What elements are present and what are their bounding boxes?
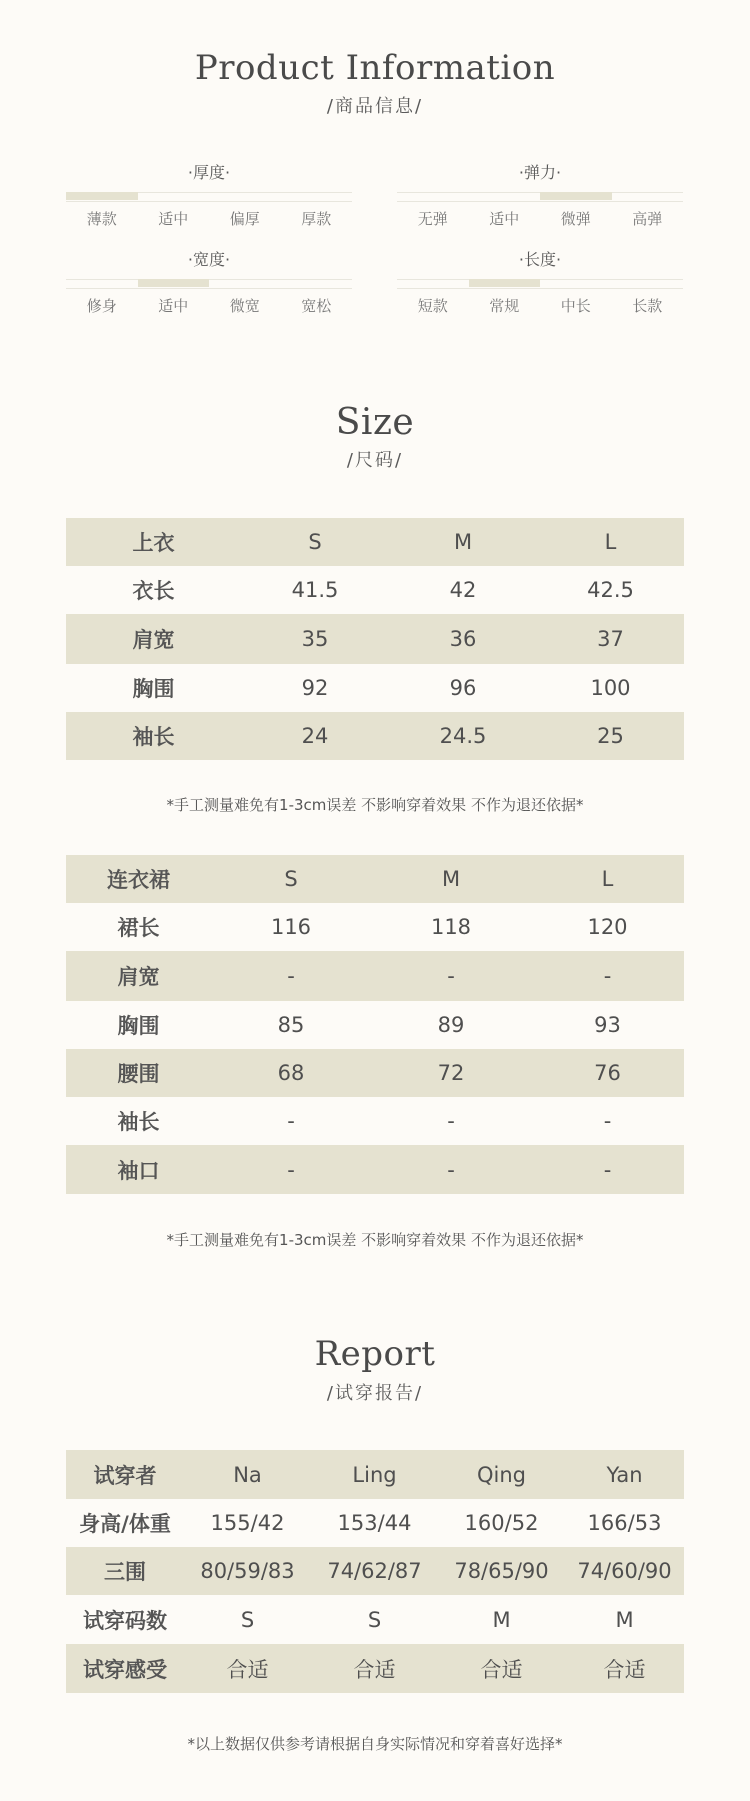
attribute-option: 偏厚: [229, 210, 260, 228]
attribute-option: 微宽: [229, 297, 260, 315]
attribute-option: 适中: [158, 297, 189, 315]
table-row-header: 裙长: [117, 916, 160, 940]
table-row: [66, 664, 684, 712]
table-header-cell: Na: [184, 1450, 311, 1499]
table-cell: -: [531, 951, 684, 1001]
attribute-elasticity: [397, 162, 683, 229]
table-cell: 41.5: [291, 578, 339, 602]
attribute-length: [397, 249, 683, 316]
table-cell: M: [492, 1607, 511, 1632]
attribute-selected-fill: [138, 279, 210, 287]
attribute-selected-fill: [66, 192, 138, 200]
product-info-title: Product Information: [194, 48, 556, 88]
table-header-cell: S: [241, 518, 389, 566]
measurement-note: *手工测量难免有1-3cm误差 不影响穿着效果 不作为退还依据*: [166, 1231, 584, 1249]
attribute-selected-fill: [540, 192, 612, 200]
attribute-scale-bar: [66, 279, 352, 289]
table-cell: S: [240, 1607, 255, 1632]
table-header-cell: Yan: [565, 1450, 684, 1499]
table-cell: 35: [241, 614, 389, 664]
attribute-option: 适中: [489, 210, 520, 228]
product-info-subtitle: /商品信息/: [326, 96, 424, 117]
attribute-scale-bar: [397, 192, 683, 202]
table-cell: 160/52: [464, 1511, 539, 1535]
attribute-option: 修身: [86, 297, 117, 315]
table-header-cell: S: [211, 855, 371, 903]
table-cell: 120: [587, 915, 628, 939]
attribute-option: 厚款: [301, 210, 332, 228]
table-cell: -: [371, 951, 531, 1001]
table-cell: 118: [430, 915, 472, 939]
table-row: [66, 1595, 684, 1644]
report-subtitle: /试穿报告/: [326, 1383, 424, 1404]
table-row-header: 胸围: [132, 677, 175, 701]
table-cell: M: [615, 1607, 634, 1632]
table-cell: 74/60/90: [565, 1547, 684, 1595]
table-cell: 74/62/87: [311, 1547, 438, 1595]
table-cell: -: [211, 1145, 371, 1194]
table-cell: -: [287, 1109, 295, 1133]
table-cell: 89: [437, 1013, 465, 1037]
table-row-header: 三围: [66, 1547, 184, 1595]
table-row-header: 试穿感受: [66, 1644, 184, 1693]
table-cell: 合适: [311, 1644, 438, 1693]
table-cell: 37: [537, 614, 684, 664]
table-cell: 24.5: [389, 712, 537, 760]
table-cell: 80/59/83: [184, 1547, 311, 1595]
table-cell: 92: [301, 676, 329, 700]
table-cell: -: [603, 1109, 612, 1133]
attribute-option: 中长: [560, 297, 591, 315]
dress-size-table: [66, 855, 684, 1194]
table-header-row: [66, 518, 684, 566]
table-cell: 合适: [565, 1644, 684, 1693]
table-row-header: 腰围: [66, 1049, 211, 1097]
measurement-note: *手工测量难免有1-3cm误差 不影响穿着效果 不作为退还依据*: [166, 796, 584, 814]
table-header-cell: M: [371, 855, 531, 903]
report-note: *以上数据仅供参考请根据自身实际情况和穿着喜好选择*: [187, 1735, 563, 1753]
table-header-cell: Ling: [311, 1450, 438, 1499]
table-cell: 36: [389, 614, 537, 664]
table-header-cell: 连衣裙: [66, 855, 211, 903]
table-cell: 68: [211, 1049, 371, 1097]
table-cell: 42: [449, 578, 477, 602]
table-row: [66, 614, 684, 664]
attribute-scale-bar: [397, 279, 683, 289]
table-row: [66, 566, 684, 614]
table-row: [66, 1001, 684, 1049]
attribute-option: 短款: [417, 297, 448, 315]
fitting-report-table: [66, 1450, 684, 1693]
attribute-label: ·宽度·: [187, 250, 231, 269]
table-cell: -: [531, 1145, 684, 1194]
attribute-option: 宽松: [301, 297, 332, 315]
report-title: Report: [314, 1334, 436, 1374]
attribute-scale-bar: [66, 192, 352, 202]
table-row: [66, 1049, 684, 1097]
table-row-header: 肩宽: [66, 951, 211, 1001]
table-header-cell: L: [537, 518, 684, 566]
attribute-option: 无弹: [417, 210, 448, 228]
size-subtitle: /尺码/: [346, 450, 404, 471]
table-row: [66, 951, 684, 1001]
table-row-header: 肩宽: [66, 614, 241, 664]
table-cell: -: [447, 1109, 455, 1133]
attribute-thickness: [66, 162, 352, 229]
table-cell: 合适: [438, 1644, 565, 1693]
table-row-header: 试穿码数: [83, 1608, 167, 1633]
table-row-header: 衣长: [132, 579, 175, 603]
attribute-option: 适中: [158, 210, 189, 228]
table-row: [66, 1644, 684, 1693]
table-cell: 96: [449, 676, 477, 700]
table-row-header: 袖口: [66, 1145, 211, 1194]
table-cell: 76: [531, 1049, 684, 1097]
table-header-cell: M: [389, 518, 537, 566]
table-row: [66, 1499, 684, 1547]
table-cell: 25: [537, 712, 684, 760]
table-row: [66, 903, 684, 951]
attribute-label: ·弹力·: [518, 163, 562, 182]
table-row-header: 袖长: [66, 712, 241, 760]
table-row-header: 胸围: [117, 1014, 160, 1038]
table-cell: 116: [270, 915, 312, 939]
attribute-option: 高弹: [632, 210, 663, 228]
attribute-option: 长款: [632, 297, 663, 315]
attribute-option: 常规: [489, 297, 520, 315]
size-title: Size: [335, 402, 415, 443]
table-row-header: 身高/体重: [79, 1512, 171, 1536]
attribute-label: ·厚度·: [187, 163, 231, 182]
table-cell: 100: [590, 676, 631, 700]
top-size-table: [66, 518, 684, 760]
table-row: [66, 1145, 684, 1194]
table-cell: 78/65/90: [438, 1547, 565, 1595]
table-cell: 93: [594, 1013, 621, 1037]
table-cell: S: [367, 1607, 382, 1632]
attribute-selected-fill: [469, 279, 541, 287]
table-row-header: 袖长: [117, 1110, 160, 1134]
table-cell: 166/53: [587, 1511, 662, 1535]
attribute-label: ·长度·: [518, 250, 562, 269]
table-cell: 155/42: [210, 1511, 285, 1535]
table-header-row: [66, 855, 684, 903]
table-cell: 85: [277, 1013, 305, 1037]
table-row: [66, 712, 684, 760]
table-row: [66, 1097, 684, 1145]
table-header-cell: 上衣: [66, 518, 241, 566]
table-cell: 42.5: [587, 578, 634, 602]
attribute-option: 薄款: [86, 210, 117, 228]
attribute-option: 微弹: [560, 210, 591, 228]
table-cell: 153/44: [337, 1511, 412, 1535]
table-cell: -: [211, 951, 371, 1001]
table-row: [66, 1547, 684, 1595]
table-header-cell: L: [531, 855, 684, 903]
attribute-width: [66, 249, 352, 316]
table-cell: 24: [241, 712, 389, 760]
table-header-cell: 试穿者: [66, 1450, 184, 1499]
table-header-cell: Qing: [438, 1450, 565, 1499]
table-cell: 72: [371, 1049, 531, 1097]
table-cell: -: [371, 1145, 531, 1194]
table-cell: 合适: [184, 1644, 311, 1693]
table-header-row: [66, 1450, 684, 1499]
